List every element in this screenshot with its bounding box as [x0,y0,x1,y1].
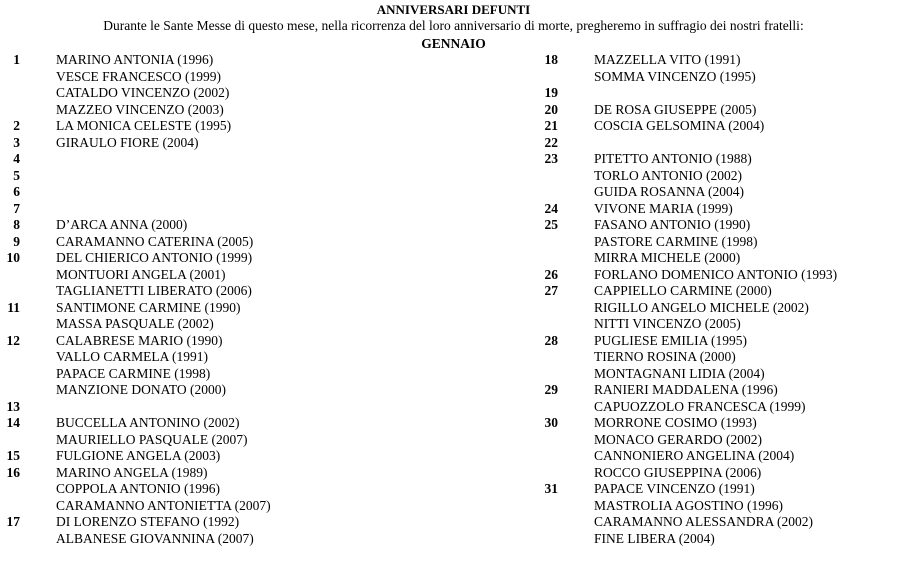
list-item [538,168,898,185]
list-item [0,465,460,482]
day-number: 10 [6,250,20,265]
deceased-name: RIGILLO ANGELO MICHELE (2002) [594,299,809,315]
deceased-name: MAZZEO VINCENZO (2003) [56,101,224,117]
list-item [0,366,460,383]
day-number [0,481,20,498]
day-number [538,69,558,86]
day-number [0,316,20,333]
day-number: 20 [544,101,558,117]
deceased-name: BUCCELLA ANTONINO (2002) [56,415,240,430]
page-title: ANNIVERSARI DEFUNTI [376,2,531,17]
day-number [538,432,558,449]
list-item [0,52,460,69]
day-number [538,514,558,531]
day-number: 26 [544,266,558,282]
day-number: 3 [13,134,20,150]
day-number: 25 [544,217,558,232]
list-item [538,448,898,465]
list-item [0,300,460,317]
day-number: 4 [13,151,20,166]
day-number: 14 [6,415,20,430]
deceased-name: FULGIONE ANGELA (2003) [56,448,221,463]
deceased-name: CAPPIELLO CARMINE (2000) [594,283,772,298]
day-number: 1 [13,52,20,67]
day-number: 15 [6,448,20,463]
day-number: 17 [6,514,20,529]
list-item [0,168,460,185]
list-item [0,514,460,531]
list-item [0,151,460,168]
list-item [0,234,460,251]
deceased-name: MANZIONE DONATO (2000) [56,382,226,397]
deceased-name: D’ARCA ANNA (2000) [56,217,188,232]
deceased-name: VIVONE MARIA (1999) [594,200,733,216]
deceased-name: MARINO ANGELA (1989) [56,464,208,480]
day-number [538,234,558,251]
list-item [538,498,898,515]
list-item [538,69,898,86]
list-item [0,333,460,350]
day-number [538,300,558,317]
day-number [0,366,20,383]
day-number: 21 [544,118,558,133]
list-item [538,85,898,102]
day-number: 6 [13,184,20,199]
day-number: 13 [6,398,20,414]
deceased-name: MARINO ANTONIA (1996) [56,52,214,67]
deceased-name: SOMMA VINCENZO (1995) [594,68,756,84]
list-item [0,267,460,284]
list-item [538,300,898,317]
deceased-name: GIRAULO FIORE (2004) [56,134,199,150]
day-number: 16 [6,464,20,480]
day-number: 2 [13,118,20,133]
left-column [0,52,460,547]
deceased-name: MONTAGNANI LIDIA (2004) [594,365,765,381]
list-item [538,52,898,69]
deceased-name: PAPACE VINCENZO (1991) [594,481,755,496]
list-item [538,514,898,531]
deceased-name: CARAMANNO ANTONIETTA (2007) [56,497,271,513]
list-item [0,349,460,366]
list-item [538,399,898,416]
list-item [538,102,898,119]
list-item [0,102,460,119]
day-number [0,69,20,86]
list-item [0,85,460,102]
deceased-name: FASANO ANTONIO (1990) [594,217,751,232]
deceased-name: MIRRA MICHELE (2000) [594,250,741,265]
list-item [538,465,898,482]
deceased-name: ROCCO GIUSEPPINA (2006) [594,464,762,480]
day-number [0,349,20,366]
day-number [538,498,558,515]
deceased-name: CAPUOZZOLO FRANCESCA (1999) [594,398,806,414]
list-item [538,217,898,234]
day-number: 28 [544,332,558,348]
day-number [538,168,558,185]
deceased-name: PITETTO ANTONIO (1988) [594,151,752,166]
list-item [538,382,898,399]
day-number [538,448,558,465]
list-item [0,316,460,333]
day-number: 19 [544,85,558,100]
list-item [0,382,460,399]
day-number: 27 [544,283,558,298]
deceased-name: CARAMANNO CATERINA (2005) [56,233,254,249]
deceased-name: MONTUORI ANGELA (2001) [56,266,226,282]
list-item [538,316,898,333]
day-number: 7 [13,200,20,216]
list-item [0,481,460,498]
list-item [0,531,460,548]
list-item [538,250,898,267]
day-number [0,382,20,399]
list-item [0,184,460,201]
deceased-name: MONACO GERARDO (2002) [594,431,762,447]
day-number [538,399,558,416]
deceased-name: NITTI VINCENZO (2005) [594,316,741,331]
day-number [538,531,558,548]
list-item [538,283,898,300]
deceased-name: FORLANO DOMENICO ANTONIO (1993) [594,266,838,282]
list-item [538,432,898,449]
deceased-name: MASTROLIA AGOSTINO (1996) [594,497,783,513]
deceased-name: CANNONIERO ANGELINA (2004) [594,448,795,463]
list-item [538,481,898,498]
deceased-name: PUGLIESE EMILIA (1995) [594,332,747,348]
deceased-name: TORLO ANTONIO (2002) [594,167,742,183]
day-number: 8 [13,217,20,232]
deceased-name: DI LORENZO STEFANO (1992) [56,514,240,529]
deceased-name: CATALDO VINCENZO (2002) [56,85,230,100]
deceased-name: CARAMANNO ALESSANDRA (2002) [594,514,814,529]
day-number: 24 [544,200,558,216]
day-number: 22 [544,134,558,150]
deceased-name: COSCIA GELSOMINA (2004) [594,118,765,133]
list-item [538,118,898,135]
deceased-name: DEL CHIERICO ANTONIO (1999) [56,250,253,265]
day-number: 5 [13,167,20,183]
day-number [0,85,20,102]
deceased-name: MAURIELLO PASQUALE (2007) [56,431,248,447]
day-number: 29 [544,382,558,397]
deceased-name: CALABRESE MARIO (1990) [56,332,223,348]
day-number [538,366,558,383]
list-item [0,432,460,449]
list-item [538,151,898,168]
month-heading: GENNAIO [421,36,486,51]
day-number [0,432,20,449]
day-number [0,102,20,119]
deceased-name: VALLO CARMELA (1991) [56,349,209,364]
list-item [0,399,460,416]
day-number [538,349,558,366]
list-item [538,184,898,201]
day-number: 30 [544,415,558,430]
deceased-name: PAPACE CARMINE (1998) [56,365,211,381]
list-item [0,135,460,152]
list-item [538,267,898,284]
list-item [0,201,460,218]
deceased-name: COPPOLA ANTONIO (1996) [56,481,221,496]
deceased-name: MORRONE COSIMO (1993) [594,415,757,430]
deceased-name: RANIERI MADDALENA (1996) [594,382,778,397]
list-item [538,234,898,251]
list-item [0,283,460,300]
list-item [0,250,460,267]
day-number: 18 [544,52,558,67]
list-item [538,201,898,218]
deceased-name: GUIDA ROSANNA (2004) [594,184,745,199]
day-number [538,465,558,482]
day-number: 31 [544,481,558,496]
day-number: 11 [7,299,20,315]
list-item [0,118,460,135]
day-number: 12 [6,332,20,348]
day-number [0,283,20,300]
list-item [538,333,898,350]
list-item [538,366,898,383]
list-item [538,349,898,366]
right-column [538,52,898,547]
list-item [0,498,460,515]
list-item [0,217,460,234]
list-item [538,135,898,152]
day-number: 9 [13,233,20,249]
deceased-name: DE ROSA GIUSEPPE (2005) [594,101,757,117]
page-subtitle: Durante le Sante Messe di questo mese, nella ricorrenza del loro anniversario di morte, pregheremo in suffragio dei nostri fratelli: [103,18,804,33]
list-item [0,69,460,86]
deceased-name: VESCE FRANCESCO (1999) [56,68,222,84]
list-item [0,415,460,432]
list-item [0,448,460,465]
day-number [0,531,20,548]
deceased-name: MASSA PASQUALE (2002) [56,316,214,331]
day-number: 23 [544,151,558,166]
deceased-name: ALBANESE GIOVANNINA (2007) [56,530,254,546]
day-number [0,498,20,515]
deceased-name: MAZZELLA VITO (1991) [594,52,741,67]
day-number [538,184,558,201]
day-number [538,316,558,333]
deceased-name: FINE LIBERA (2004) [594,530,715,546]
list-item [538,531,898,548]
deceased-name: TAGLIANETTI LIBERATO (2006) [56,283,252,298]
day-number [0,267,20,284]
deceased-name: SANTIMONE CARMINE (1990) [56,299,241,315]
deceased-name: TIERNO ROSINA (2000) [594,349,736,364]
day-number [538,250,558,267]
list-item [538,415,898,432]
deceased-name: PASTORE CARMINE (1998) [594,233,758,249]
deceased-name: LA MONICA CELESTE (1995) [56,118,232,133]
